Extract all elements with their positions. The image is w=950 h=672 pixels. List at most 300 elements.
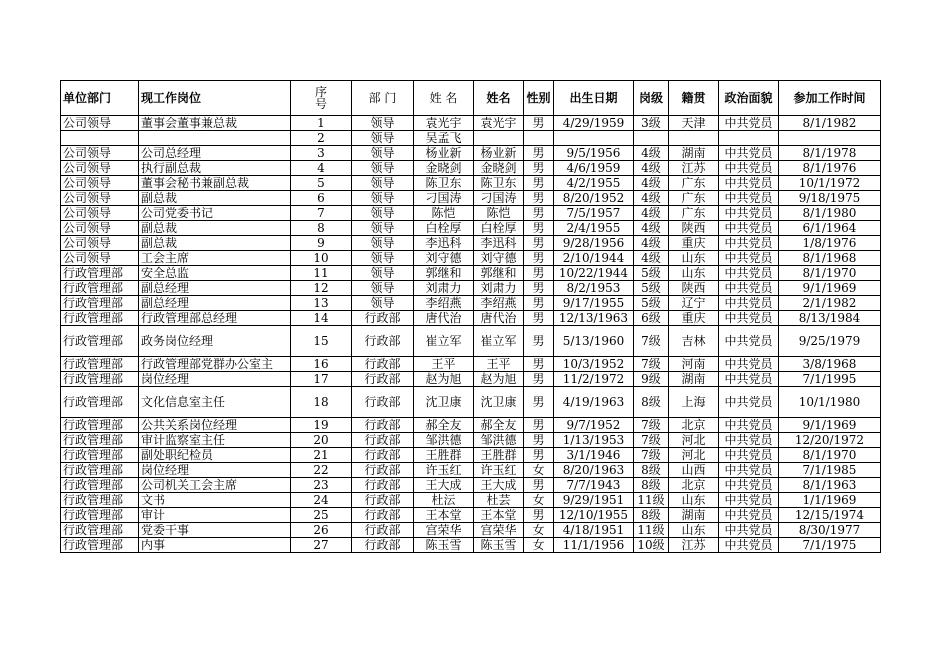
- cell-seq[interactable]: 24: [291, 493, 352, 508]
- cell-politics[interactable]: 中共党员: [719, 433, 779, 448]
- cell-work-start[interactable]: 9/25/1979: [779, 326, 881, 357]
- cell-origin[interactable]: 山东: [669, 266, 719, 281]
- cell-dept[interactable]: 领导: [352, 236, 414, 251]
- cell-grade[interactable]: 4级: [634, 176, 669, 191]
- cell-birth[interactable]: 11/2/1972: [554, 372, 634, 387]
- cell-politics[interactable]: 中共党员: [719, 418, 779, 433]
- header-seq[interactable]: [291, 81, 352, 116]
- cell-birth[interactable]: 9/28/1956: [554, 236, 634, 251]
- cell-seq[interactable]: 20: [291, 433, 352, 448]
- cell-dept[interactable]: 行政部: [352, 463, 414, 478]
- cell-birth[interactable]: 2/10/1944: [554, 251, 634, 266]
- cell-work-start[interactable]: 12/15/1974: [779, 508, 881, 523]
- cell-post[interactable]: 工会主席: [139, 251, 291, 266]
- cell-birth[interactable]: 4/6/1959: [554, 161, 634, 176]
- cell-grade[interactable]: 7级: [634, 357, 669, 372]
- cell-grade[interactable]: 8级: [634, 508, 669, 523]
- cell-unit[interactable]: 公司领导: [61, 236, 139, 251]
- cell-unit[interactable]: 行政管理部: [61, 463, 139, 478]
- cell-origin[interactable]: 广东: [669, 176, 719, 191]
- cell-seq[interactable]: 15: [291, 326, 352, 357]
- cell-grade[interactable]: 11级: [634, 493, 669, 508]
- cell-name2[interactable]: 郝全友: [474, 418, 524, 433]
- cell-politics[interactable]: 中共党员: [719, 326, 779, 357]
- cell-politics[interactable]: 中共党员: [719, 236, 779, 251]
- cell-name2[interactable]: 邹洪德: [474, 433, 524, 448]
- cell-seq[interactable]: 10: [291, 251, 352, 266]
- cell-politics[interactable]: 中共党员: [719, 176, 779, 191]
- cell-name2[interactable]: 宫荣华: [474, 523, 524, 538]
- cell-post[interactable]: 文化信息室主任: [139, 387, 291, 418]
- cell-seq[interactable]: 1: [291, 116, 352, 131]
- cell-grade[interactable]: 3级: [634, 116, 669, 131]
- cell-work-start[interactable]: 9/1/1969: [779, 281, 881, 296]
- cell-origin[interactable]: 广东: [669, 191, 719, 206]
- cell-post[interactable]: 安全总监: [139, 266, 291, 281]
- cell-dept[interactable]: 领导: [352, 116, 414, 131]
- cell-post[interactable]: 副总裁: [139, 221, 291, 236]
- cell-work-start[interactable]: 8/1/1968: [779, 251, 881, 266]
- cell-dept[interactable]: 领导: [352, 146, 414, 161]
- cell-work-start[interactable]: 8/1/1982: [779, 116, 881, 131]
- cell-seq[interactable]: 7: [291, 206, 352, 221]
- cell-dept[interactable]: 行政部: [352, 478, 414, 493]
- cell-name2[interactable]: 许玉红: [474, 463, 524, 478]
- cell-grade[interactable]: 8级: [634, 463, 669, 478]
- cell-unit[interactable]: 行政管理部: [61, 281, 139, 296]
- cell-work-start[interactable]: 8/1/1970: [779, 448, 881, 463]
- header-work-start[interactable]: 参加工作时间: [779, 81, 881, 116]
- cell-politics[interactable]: 中共党员: [719, 508, 779, 523]
- cell-birth[interactable]: 3/1/1946: [554, 448, 634, 463]
- cell-seq[interactable]: 8: [291, 221, 352, 236]
- cell-dept[interactable]: 行政部: [352, 523, 414, 538]
- cell-unit[interactable]: 行政管理部: [61, 296, 139, 311]
- cell-name1[interactable]: 郭继和: [414, 266, 474, 281]
- cell-origin[interactable]: 重庆: [669, 311, 719, 326]
- cell-seq[interactable]: 17: [291, 372, 352, 387]
- cell-name1[interactable]: 崔立军: [414, 326, 474, 357]
- cell-politics[interactable]: 中共党员: [719, 161, 779, 176]
- cell-name1[interactable]: 陈卫东: [414, 176, 474, 191]
- cell-name1[interactable]: 许玉红: [414, 463, 474, 478]
- cell-gender[interactable]: 男: [524, 433, 554, 448]
- cell-birth[interactable]: 10/22/1944: [554, 266, 634, 281]
- cell-seq[interactable]: 23: [291, 478, 352, 493]
- cell-grade[interactable]: 4级: [634, 236, 669, 251]
- cell-birth[interactable]: 12/13/1963: [554, 311, 634, 326]
- cell-politics[interactable]: 中共党员: [719, 221, 779, 236]
- cell-work-start[interactable]: [779, 131, 881, 146]
- cell-name2[interactable]: [474, 131, 524, 146]
- cell-grade[interactable]: 4级: [634, 191, 669, 206]
- cell-origin[interactable]: 北京: [669, 418, 719, 433]
- cell-name1[interactable]: 郝全友: [414, 418, 474, 433]
- cell-work-start[interactable]: 8/1/1978: [779, 146, 881, 161]
- cell-name1[interactable]: 陈玉雪: [414, 538, 474, 553]
- cell-dept[interactable]: 领导: [352, 251, 414, 266]
- cell-work-start[interactable]: 9/1/1969: [779, 418, 881, 433]
- cell-name1[interactable]: 刘肃力: [414, 281, 474, 296]
- cell-post[interactable]: 董事会秘书兼副总裁: [139, 176, 291, 191]
- cell-work-start[interactable]: 1/1/1969: [779, 493, 881, 508]
- cell-politics[interactable]: 中共党员: [719, 538, 779, 553]
- header-name1[interactable]: 姓 名: [414, 81, 474, 116]
- cell-post[interactable]: 公司机关工会主席: [139, 478, 291, 493]
- cell-name1[interactable]: 袁光宇: [414, 116, 474, 131]
- cell-dept[interactable]: 行政部: [352, 311, 414, 326]
- cell-politics[interactable]: 中共党员: [719, 281, 779, 296]
- cell-unit[interactable]: 行政管理部: [61, 357, 139, 372]
- cell-name1[interactable]: 王平: [414, 357, 474, 372]
- cell-birth[interactable]: 4/29/1959: [554, 116, 634, 131]
- cell-gender[interactable]: 男: [524, 266, 554, 281]
- cell-name1[interactable]: 吴孟飞: [414, 131, 474, 146]
- cell-unit[interactable]: 公司领导: [61, 116, 139, 131]
- cell-origin[interactable]: 江苏: [669, 161, 719, 176]
- cell-unit[interactable]: 行政管理部: [61, 493, 139, 508]
- cell-post[interactable]: 党委干事: [139, 523, 291, 538]
- cell-politics[interactable]: 中共党员: [719, 463, 779, 478]
- cell-seq[interactable]: 22: [291, 463, 352, 478]
- cell-grade[interactable]: 7级: [634, 448, 669, 463]
- cell-grade[interactable]: 4级: [634, 251, 669, 266]
- cell-origin[interactable]: 北京: [669, 478, 719, 493]
- cell-name1[interactable]: 刁国涛: [414, 191, 474, 206]
- cell-origin[interactable]: 上海: [669, 387, 719, 418]
- cell-origin[interactable]: 天津: [669, 116, 719, 131]
- cell-name2[interactable]: 王胜群: [474, 448, 524, 463]
- cell-seq[interactable]: 5: [291, 176, 352, 191]
- cell-origin[interactable]: 河北: [669, 448, 719, 463]
- cell-gender[interactable]: 女: [524, 523, 554, 538]
- cell-birth[interactable]: 9/17/1955: [554, 296, 634, 311]
- cell-origin[interactable]: 湖南: [669, 146, 719, 161]
- cell-work-start[interactable]: 10/1/1972: [779, 176, 881, 191]
- cell-birth[interactable]: 9/5/1956: [554, 146, 634, 161]
- cell-birth[interactable]: 9/29/1951: [554, 493, 634, 508]
- cell-birth[interactable]: 8/20/1963: [554, 463, 634, 478]
- cell-grade[interactable]: 5级: [634, 296, 669, 311]
- cell-name1[interactable]: 王胜群: [414, 448, 474, 463]
- cell-name1[interactable]: 杜沄: [414, 493, 474, 508]
- cell-politics[interactable]: 中共党员: [719, 448, 779, 463]
- cell-post[interactable]: 公司总经理: [139, 146, 291, 161]
- cell-work-start[interactable]: 3/8/1968: [779, 357, 881, 372]
- cell-name2[interactable]: 王大成: [474, 478, 524, 493]
- cell-work-start[interactable]: 2/1/1982: [779, 296, 881, 311]
- cell-name2[interactable]: 刘守德: [474, 251, 524, 266]
- cell-origin[interactable]: 陕西: [669, 221, 719, 236]
- header-post[interactable]: 现工作岗位: [139, 81, 291, 116]
- cell-dept[interactable]: 领导: [352, 296, 414, 311]
- cell-origin[interactable]: 吉林: [669, 326, 719, 357]
- cell-grade[interactable]: 8级: [634, 478, 669, 493]
- cell-grade[interactable]: 4级: [634, 221, 669, 236]
- cell-politics[interactable]: 中共党员: [719, 493, 779, 508]
- cell-gender[interactable]: 女: [524, 493, 554, 508]
- cell-politics[interactable]: 中共党员: [719, 251, 779, 266]
- cell-dept[interactable]: 行政部: [352, 448, 414, 463]
- cell-name2[interactable]: 李迅科: [474, 236, 524, 251]
- cell-politics[interactable]: 中共党员: [719, 206, 779, 221]
- cell-name2[interactable]: 王平: [474, 357, 524, 372]
- cell-politics[interactable]: 中共党员: [719, 116, 779, 131]
- cell-dept[interactable]: 行政部: [352, 326, 414, 357]
- cell-name1[interactable]: 宫荣华: [414, 523, 474, 538]
- cell-work-start[interactable]: 6/1/1964: [779, 221, 881, 236]
- cell-politics[interactable]: 中共党员: [719, 357, 779, 372]
- cell-work-start[interactable]: 8/1/1980: [779, 206, 881, 221]
- cell-grade[interactable]: 8级: [634, 387, 669, 418]
- cell-politics[interactable]: 中共党员: [719, 266, 779, 281]
- cell-grade[interactable]: 4级: [634, 161, 669, 176]
- cell-gender[interactable]: 女: [524, 538, 554, 553]
- cell-name2[interactable]: 袁光宇: [474, 116, 524, 131]
- cell-work-start[interactable]: 8/30/1977: [779, 523, 881, 538]
- cell-gender[interactable]: 男: [524, 206, 554, 221]
- cell-origin[interactable]: 湖南: [669, 372, 719, 387]
- cell-gender[interactable]: 男: [524, 236, 554, 251]
- cell-seq[interactable]: 3: [291, 146, 352, 161]
- cell-unit[interactable]: 行政管理部: [61, 433, 139, 448]
- cell-name1[interactable]: 白栓厚: [414, 221, 474, 236]
- cell-gender[interactable]: 男: [524, 326, 554, 357]
- cell-politics[interactable]: 中共党员: [719, 372, 779, 387]
- cell-dept[interactable]: 领导: [352, 221, 414, 236]
- cell-name1[interactable]: 王大成: [414, 478, 474, 493]
- cell-birth[interactable]: 4/18/1951: [554, 523, 634, 538]
- cell-name1[interactable]: 沈卫康: [414, 387, 474, 418]
- cell-name1[interactable]: 李绍燕: [414, 296, 474, 311]
- cell-unit[interactable]: 行政管理部: [61, 418, 139, 433]
- cell-seq[interactable]: 4: [291, 161, 352, 176]
- cell-name1[interactable]: 金晓剑: [414, 161, 474, 176]
- cell-post[interactable]: 行政管理部总经理: [139, 311, 291, 326]
- cell-name1[interactable]: 杨业新: [414, 146, 474, 161]
- cell-dept[interactable]: 行政部: [352, 433, 414, 448]
- cell-unit[interactable]: 行政管理部: [61, 508, 139, 523]
- cell-gender[interactable]: 女: [524, 463, 554, 478]
- cell-post[interactable]: 副总经理: [139, 296, 291, 311]
- cell-gender[interactable]: [524, 131, 554, 146]
- cell-unit[interactable]: 公司领导: [61, 146, 139, 161]
- cell-grade[interactable]: 5级: [634, 281, 669, 296]
- cell-unit[interactable]: 行政管理部: [61, 523, 139, 538]
- cell-unit[interactable]: [61, 131, 139, 146]
- cell-post[interactable]: 董事会董事兼总裁: [139, 116, 291, 131]
- cell-origin[interactable]: 河南: [669, 357, 719, 372]
- header-politics[interactable]: 政治面貌: [719, 81, 779, 116]
- cell-gender[interactable]: 男: [524, 418, 554, 433]
- cell-grade[interactable]: 4级: [634, 206, 669, 221]
- cell-seq[interactable]: 19: [291, 418, 352, 433]
- cell-origin[interactable]: 山东: [669, 251, 719, 266]
- cell-seq[interactable]: 26: [291, 523, 352, 538]
- cell-work-start[interactable]: 7/1/1985: [779, 463, 881, 478]
- cell-work-start[interactable]: 10/1/1980: [779, 387, 881, 418]
- cell-origin[interactable]: 河北: [669, 433, 719, 448]
- cell-name2[interactable]: 杜芸: [474, 493, 524, 508]
- cell-gender[interactable]: 男: [524, 296, 554, 311]
- cell-dept[interactable]: 领导: [352, 266, 414, 281]
- cell-work-start[interactable]: 7/1/1995: [779, 372, 881, 387]
- cell-grade[interactable]: 6级: [634, 311, 669, 326]
- cell-grade[interactable]: 7级: [634, 418, 669, 433]
- cell-dept[interactable]: 领导: [352, 281, 414, 296]
- cell-dept[interactable]: 行政部: [352, 493, 414, 508]
- cell-grade[interactable]: 7级: [634, 433, 669, 448]
- cell-birth[interactable]: [554, 131, 634, 146]
- cell-gender[interactable]: 男: [524, 251, 554, 266]
- cell-birth[interactable]: 8/2/1953: [554, 281, 634, 296]
- cell-origin[interactable]: 辽宁: [669, 296, 719, 311]
- cell-dept[interactable]: 领导: [352, 161, 414, 176]
- cell-unit[interactable]: 公司领导: [61, 221, 139, 236]
- cell-dept[interactable]: 领导: [352, 191, 414, 206]
- cell-name1[interactable]: 邹洪德: [414, 433, 474, 448]
- cell-birth[interactable]: 7/5/1957: [554, 206, 634, 221]
- cell-post[interactable]: 副总经理: [139, 281, 291, 296]
- header-grade[interactable]: 岗级: [634, 81, 669, 116]
- cell-gender[interactable]: 男: [524, 357, 554, 372]
- cell-grade[interactable]: 5级: [634, 266, 669, 281]
- header-name2[interactable]: 姓名: [474, 81, 524, 116]
- cell-post[interactable]: 审计监察室主任: [139, 433, 291, 448]
- cell-name2[interactable]: 王本堂: [474, 508, 524, 523]
- cell-name2[interactable]: 金晓剑: [474, 161, 524, 176]
- cell-gender[interactable]: 男: [524, 191, 554, 206]
- cell-unit[interactable]: 行政管理部: [61, 266, 139, 281]
- cell-dept[interactable]: 行政部: [352, 418, 414, 433]
- cell-seq[interactable]: 27: [291, 538, 352, 553]
- cell-seq[interactable]: 18: [291, 387, 352, 418]
- cell-unit[interactable]: 公司领导: [61, 251, 139, 266]
- cell-name1[interactable]: 李迅科: [414, 236, 474, 251]
- cell-name2[interactable]: 崔立军: [474, 326, 524, 357]
- cell-post[interactable]: 行政管理部党群办公室主: [139, 357, 291, 372]
- cell-dept[interactable]: 领导: [352, 206, 414, 221]
- cell-birth[interactable]: 7/7/1943: [554, 478, 634, 493]
- cell-birth[interactable]: 5/13/1960: [554, 326, 634, 357]
- cell-origin[interactable]: 山东: [669, 523, 719, 538]
- header-unit[interactable]: 单位部门: [61, 81, 139, 116]
- cell-seq[interactable]: 2: [291, 131, 352, 146]
- cell-grade[interactable]: 9级: [634, 372, 669, 387]
- cell-origin[interactable]: 江苏: [669, 538, 719, 553]
- cell-post[interactable]: 岗位经理: [139, 463, 291, 478]
- cell-work-start[interactable]: 1/8/1976: [779, 236, 881, 251]
- cell-name2[interactable]: 陈卫东: [474, 176, 524, 191]
- cell-post[interactable]: 审计: [139, 508, 291, 523]
- cell-seq[interactable]: 16: [291, 357, 352, 372]
- cell-name1[interactable]: 王本堂: [414, 508, 474, 523]
- cell-origin[interactable]: 陕西: [669, 281, 719, 296]
- cell-seq[interactable]: 13: [291, 296, 352, 311]
- cell-gender[interactable]: 男: [524, 372, 554, 387]
- cell-post[interactable]: 内事: [139, 538, 291, 553]
- cell-post[interactable]: 岗位经理: [139, 372, 291, 387]
- cell-work-start[interactable]: 7/1/1975: [779, 538, 881, 553]
- cell-seq[interactable]: 9: [291, 236, 352, 251]
- cell-name2[interactable]: 沈卫康: [474, 387, 524, 418]
- cell-unit[interactable]: 公司领导: [61, 206, 139, 221]
- cell-work-start[interactable]: 8/13/1984: [779, 311, 881, 326]
- cell-name2[interactable]: 赵为旭: [474, 372, 524, 387]
- cell-unit[interactable]: 行政管理部: [61, 372, 139, 387]
- cell-gender[interactable]: 男: [524, 176, 554, 191]
- cell-seq[interactable]: 21: [291, 448, 352, 463]
- cell-post[interactable]: [139, 131, 291, 146]
- cell-unit[interactable]: 公司领导: [61, 191, 139, 206]
- cell-seq[interactable]: 12: [291, 281, 352, 296]
- cell-grade[interactable]: 4级: [634, 146, 669, 161]
- cell-name1[interactable]: 唐代治: [414, 311, 474, 326]
- cell-post[interactable]: 政务岗位经理: [139, 326, 291, 357]
- cell-birth[interactable]: 11/1/1956: [554, 538, 634, 553]
- cell-dept[interactable]: 领导: [352, 131, 414, 146]
- cell-seq[interactable]: 6: [291, 191, 352, 206]
- cell-name1[interactable]: 陈恺: [414, 206, 474, 221]
- cell-gender[interactable]: 男: [524, 281, 554, 296]
- header-birth[interactable]: 出生日期: [554, 81, 634, 116]
- cell-unit[interactable]: 公司领导: [61, 161, 139, 176]
- cell-name2[interactable]: 陈恺: [474, 206, 524, 221]
- cell-dept[interactable]: 领导: [352, 176, 414, 191]
- cell-name2[interactable]: 李绍燕: [474, 296, 524, 311]
- cell-origin[interactable]: 广东: [669, 206, 719, 221]
- cell-birth[interactable]: 12/10/1955: [554, 508, 634, 523]
- cell-seq[interactable]: 11: [291, 266, 352, 281]
- cell-gender[interactable]: 男: [524, 478, 554, 493]
- cell-name1[interactable]: 赵为旭: [414, 372, 474, 387]
- cell-seq[interactable]: 25: [291, 508, 352, 523]
- cell-post[interactable]: 执行副总裁: [139, 161, 291, 176]
- cell-politics[interactable]: 中共党员: [719, 523, 779, 538]
- cell-birth[interactable]: 9/7/1952: [554, 418, 634, 433]
- cell-work-start[interactable]: 9/18/1975: [779, 191, 881, 206]
- cell-gender[interactable]: 男: [524, 146, 554, 161]
- cell-politics[interactable]: 中共党员: [719, 191, 779, 206]
- cell-gender[interactable]: 男: [524, 221, 554, 236]
- header-dept[interactable]: 部 门: [352, 81, 414, 116]
- cell-politics[interactable]: 中共党员: [719, 311, 779, 326]
- cell-name2[interactable]: 唐代治: [474, 311, 524, 326]
- cell-grade[interactable]: 10级: [634, 538, 669, 553]
- cell-politics[interactable]: 中共党员: [719, 296, 779, 311]
- cell-unit[interactable]: 行政管理部: [61, 538, 139, 553]
- cell-post[interactable]: 副总裁: [139, 191, 291, 206]
- cell-name2[interactable]: 杨业新: [474, 146, 524, 161]
- cell-name2[interactable]: 陈玉雪: [474, 538, 524, 553]
- cell-post[interactable]: 公共关系岗位经理: [139, 418, 291, 433]
- cell-name2[interactable]: 郭继和: [474, 266, 524, 281]
- cell-gender[interactable]: 男: [524, 448, 554, 463]
- cell-origin[interactable]: 湖南: [669, 508, 719, 523]
- cell-name2[interactable]: 刘肃力: [474, 281, 524, 296]
- cell-origin[interactable]: 重庆: [669, 236, 719, 251]
- cell-work-start[interactable]: 8/1/1976: [779, 161, 881, 176]
- cell-work-start[interactable]: 8/1/1970: [779, 266, 881, 281]
- header-gender[interactable]: 性别: [524, 81, 554, 116]
- cell-seq[interactable]: 14: [291, 311, 352, 326]
- cell-birth[interactable]: 2/4/1955: [554, 221, 634, 236]
- cell-dept[interactable]: 行政部: [352, 387, 414, 418]
- cell-post[interactable]: 副总裁: [139, 236, 291, 251]
- cell-unit[interactable]: 行政管理部: [61, 311, 139, 326]
- cell-gender[interactable]: 男: [524, 161, 554, 176]
- cell-birth[interactable]: 4/2/1955: [554, 176, 634, 191]
